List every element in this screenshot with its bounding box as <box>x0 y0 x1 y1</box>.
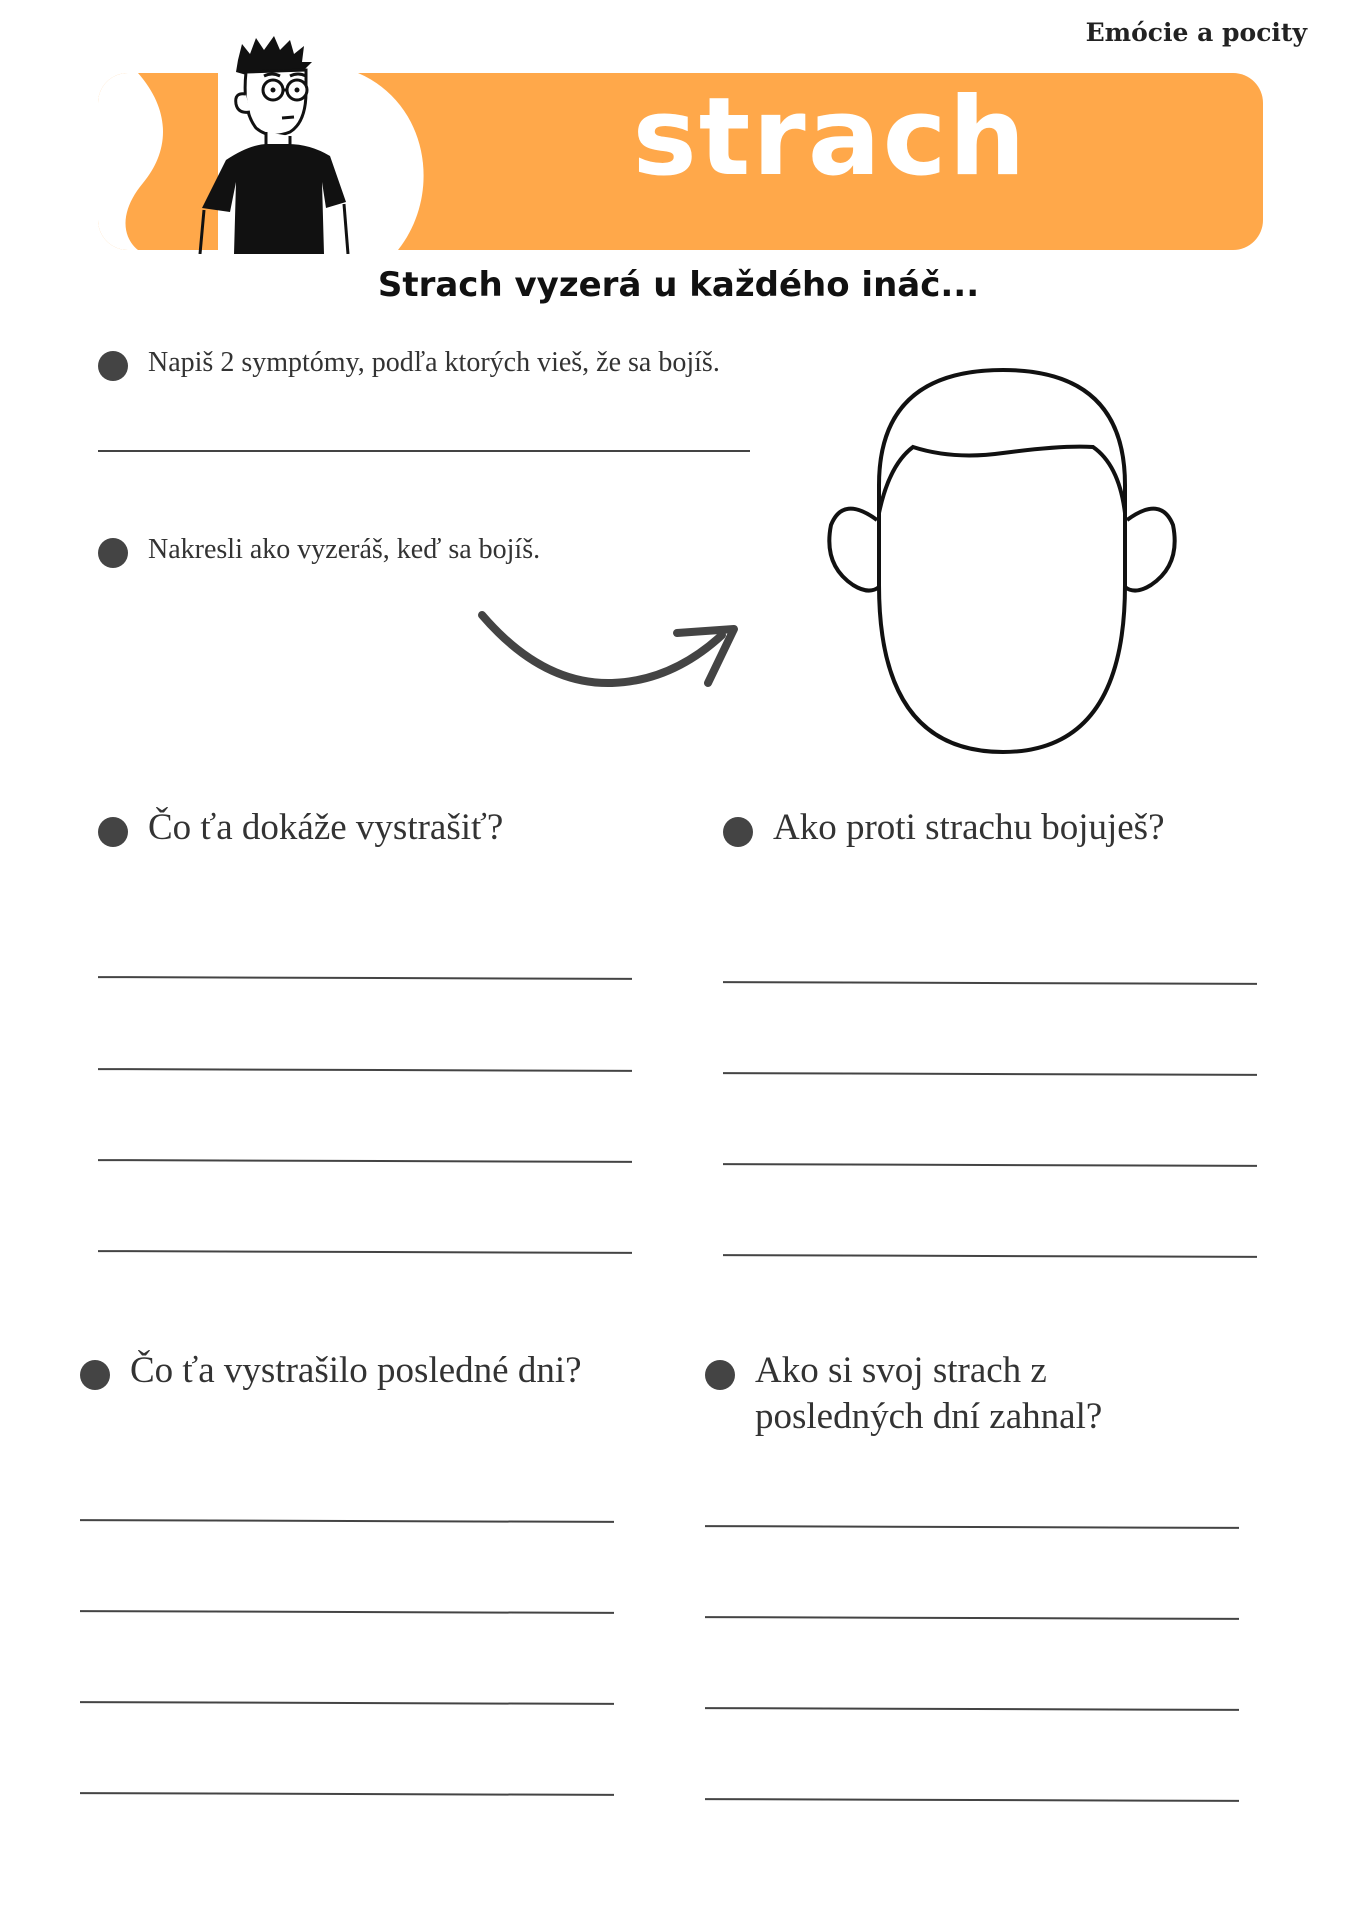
blank-face-icon[interactable] <box>823 365 1181 757</box>
question-chase-fear <box>705 1348 1125 1441</box>
answer-line[interactable] <box>705 1525 1239 1529</box>
question-recent-scare <box>80 1348 582 1394</box>
question-draw <box>98 532 540 568</box>
question-symptoms <box>98 345 720 381</box>
answer-line[interactable] <box>723 1163 1257 1167</box>
answer-line[interactable] <box>80 1792 614 1796</box>
answer-line[interactable] <box>723 981 1257 985</box>
question-text: Čo ťa dokáže vystrašiť? <box>148 807 504 848</box>
question-fight-fear <box>723 805 1165 851</box>
bullet-icon <box>98 538 128 568</box>
question-text: Napiš 2 symptómy, podľa ktorých vieš, že sa bojíš. <box>148 347 720 378</box>
answer-line[interactable] <box>80 1610 614 1614</box>
answer-line[interactable] <box>705 1707 1239 1711</box>
scared-boy-illustration <box>190 32 360 254</box>
answer-line[interactable] <box>98 450 750 452</box>
answer-line[interactable] <box>98 1068 632 1072</box>
question-text: Ako si svoj strach z posledných dní zahnal? <box>755 1350 1103 1438</box>
question-text: Čo ťa vystrašilo posledné dni? <box>130 1350 582 1391</box>
subtitle: Strach vyzerá u každého ináč... <box>377 265 980 305</box>
answer-line[interactable] <box>98 1250 632 1254</box>
bullet-icon <box>723 817 753 847</box>
curved-arrow-icon <box>472 605 752 705</box>
bullet-icon <box>98 817 128 847</box>
answer-line[interactable] <box>723 1254 1257 1258</box>
answer-line[interactable] <box>80 1701 614 1705</box>
answer-line[interactable] <box>723 1072 1257 1076</box>
answer-line[interactable] <box>705 1616 1239 1620</box>
question-text: Nakresli ako vyzeráš, keď sa bojíš. <box>148 534 541 565</box>
answer-line[interactable] <box>98 976 632 980</box>
question-text: Ako proti strachu bojuješ? <box>773 807 1165 848</box>
answer-line[interactable] <box>80 1519 614 1523</box>
bullet-icon <box>98 351 128 381</box>
answer-line[interactable] <box>98 1159 632 1163</box>
answer-line[interactable] <box>705 1798 1239 1802</box>
bullet-icon <box>80 1360 110 1390</box>
banner-title: strach <box>632 75 1028 200</box>
page-category: Emócie a pocity <box>1085 18 1307 47</box>
bullet-icon <box>705 1360 735 1390</box>
question-what-scares <box>98 805 503 851</box>
